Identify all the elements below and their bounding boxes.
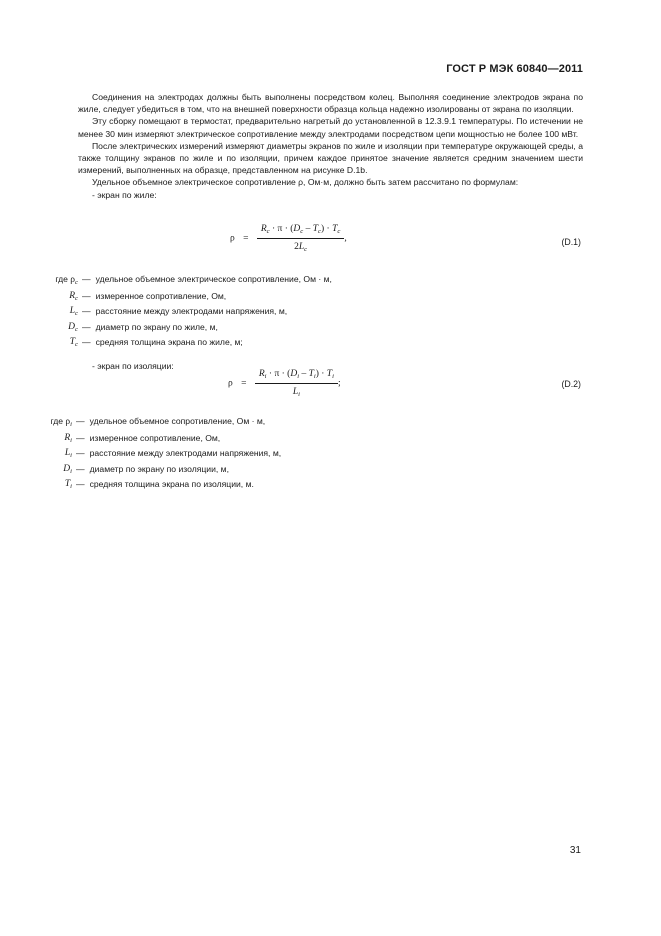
legend-2-desc: диаметр по экрану по изоляции, м,	[89, 463, 229, 474]
formula-d2-eq: =	[241, 378, 247, 389]
formula-d1-number: (D.1)	[561, 237, 581, 247]
formula-d1-numerator: $R_c \cdot \pi \cdot (D_c - T_c) \cdot T_c$	[257, 224, 344, 239]
paragraph-2: Эту сборку помещают в термостат, предварительно нагретый до установленной в 12.3.9.1 температуры. По истечении не менее 30 мин измеряют электрическое сопротивление между электродами посредством цепи мощностью не более 100 мВт.	[78, 116, 583, 139]
legend-1-symbol: $D_c$	[68, 321, 78, 333]
legend-1-desc: средняя толщина экрана по жиле, м;	[95, 337, 243, 348]
legend-1-row: $T_c$ — средняя толщина экрана по жиле, м;	[40, 336, 332, 352]
legend-1-row: $D_c$ — диаметр по экрану по жиле, м,	[40, 321, 332, 337]
legend-2-symbol: $R_i$	[64, 432, 72, 444]
formula-d2-tail: ;	[337, 378, 341, 389]
legend-1-symbol: где $\rho_c$	[55, 274, 78, 286]
legend-2-symbol: где $\rho_i$	[50, 416, 72, 428]
formula-d1-denominator: $2L_c$	[294, 242, 308, 253]
legend-1-row: где $\rho_c$ — удельное объемное электрическое сопротивление, Ом · м,	[40, 273, 332, 290]
legend-2-desc: расстояние между электродами напряжения, м,	[89, 448, 282, 459]
formula-d2	[228, 369, 341, 398]
legend-1-symbol: $R_c$	[69, 290, 78, 302]
case-1-label: - экран по жиле:	[92, 189, 157, 200]
formula-d2-number: (D.2)	[561, 379, 581, 389]
document-header: ГОСТ Р МЭК 60840—2011	[446, 63, 583, 75]
legend-1	[40, 273, 332, 352]
paragraph-1: Соединения на электродах должны быть выполнены посредством колец. Выполняя соединение электродов экрана по жиле, следует убедиться в том, что на внешней поверхности образца кольца надежно изолированы от экрана по изоляции.	[78, 92, 583, 115]
formula-d1-tail: ,	[344, 233, 347, 244]
paragraph-4: Удельное объемное электрическое сопротивление ρ, Ом·м, должно быть затем рассчитано по формулам:	[92, 177, 519, 188]
legend-2-row: $T_i$ — средняя толщина экрана по изоляции, м.	[34, 478, 281, 494]
page-number: 31	[569, 845, 581, 856]
legend-1-desc: измеренное сопротивление, Ом,	[95, 290, 227, 301]
formula-d1-fraction	[257, 224, 347, 253]
legend-1-desc: расстояние между электродами напряжения, м,	[95, 306, 288, 317]
legend-2-desc: измеренное сопротивление, Ом,	[89, 432, 221, 443]
legend-2-desc: средняя толщина экрана по изоляции, м.	[89, 479, 254, 490]
legend-1-row: $L_c$ — расстояние между электродами напряжения, м,	[40, 305, 332, 321]
formula-d2-denominator: $L_i$	[292, 387, 300, 398]
formula-d2-lhs: ρ	[228, 378, 233, 389]
legend-1-symbol: $T_c$	[69, 337, 78, 349]
paragraph-3: После электрических измерений измеряют диаметры экранов по жиле и изоляции при температуре окружающей среды, а также толщину экранов по жиле и по изоляции, причем каждое принятое значение является средним значением шести измерений, выполненных на образце, представленном на рисунке D.1b.	[78, 140, 583, 176]
legend-2-row: где $\rho_i$ — удельное объемное сопротивление, Ом · м,	[34, 415, 281, 432]
legend-1-desc: диаметр по экрану по жиле, м,	[95, 321, 218, 332]
legend-2-row: $D_i$ — диаметр по экрану по изоляции, м,	[34, 463, 281, 479]
legend-2-row: $R_i$ — измеренное сопротивление, Ом,	[34, 432, 281, 448]
formula-d2-fraction	[255, 369, 338, 398]
formula-d1-eq: =	[243, 233, 249, 244]
formula-d1	[230, 224, 347, 253]
legend-2-symbol: $L_i$	[64, 448, 72, 460]
formula-d2-numerator: $R_i \cdot \pi \cdot (D_i - T_i) \cdot T_i$	[255, 369, 338, 384]
case-2-label: - экран по изоляции:	[92, 361, 174, 371]
legend-2-symbol: $D_i$	[63, 463, 72, 475]
legend-2-symbol: $T_i$	[64, 479, 72, 491]
legend-2	[34, 415, 281, 494]
formula-d1-lhs: ρ	[230, 233, 235, 244]
body-text	[78, 91, 583, 201]
legend-1-symbol: $L_c$	[69, 306, 78, 318]
legend-1-desc: удельное объемное электрическое сопротивление, Ом · м,	[95, 274, 332, 284]
legend-2-row: $L_i$ — расстояние между электродами напряжения, м,	[34, 447, 281, 463]
legend-1-row: $R_c$ — измеренное сопротивление, Ом,	[40, 290, 332, 306]
legend-2-desc: удельное объемное сопротивление, Ом · м,	[89, 416, 266, 426]
